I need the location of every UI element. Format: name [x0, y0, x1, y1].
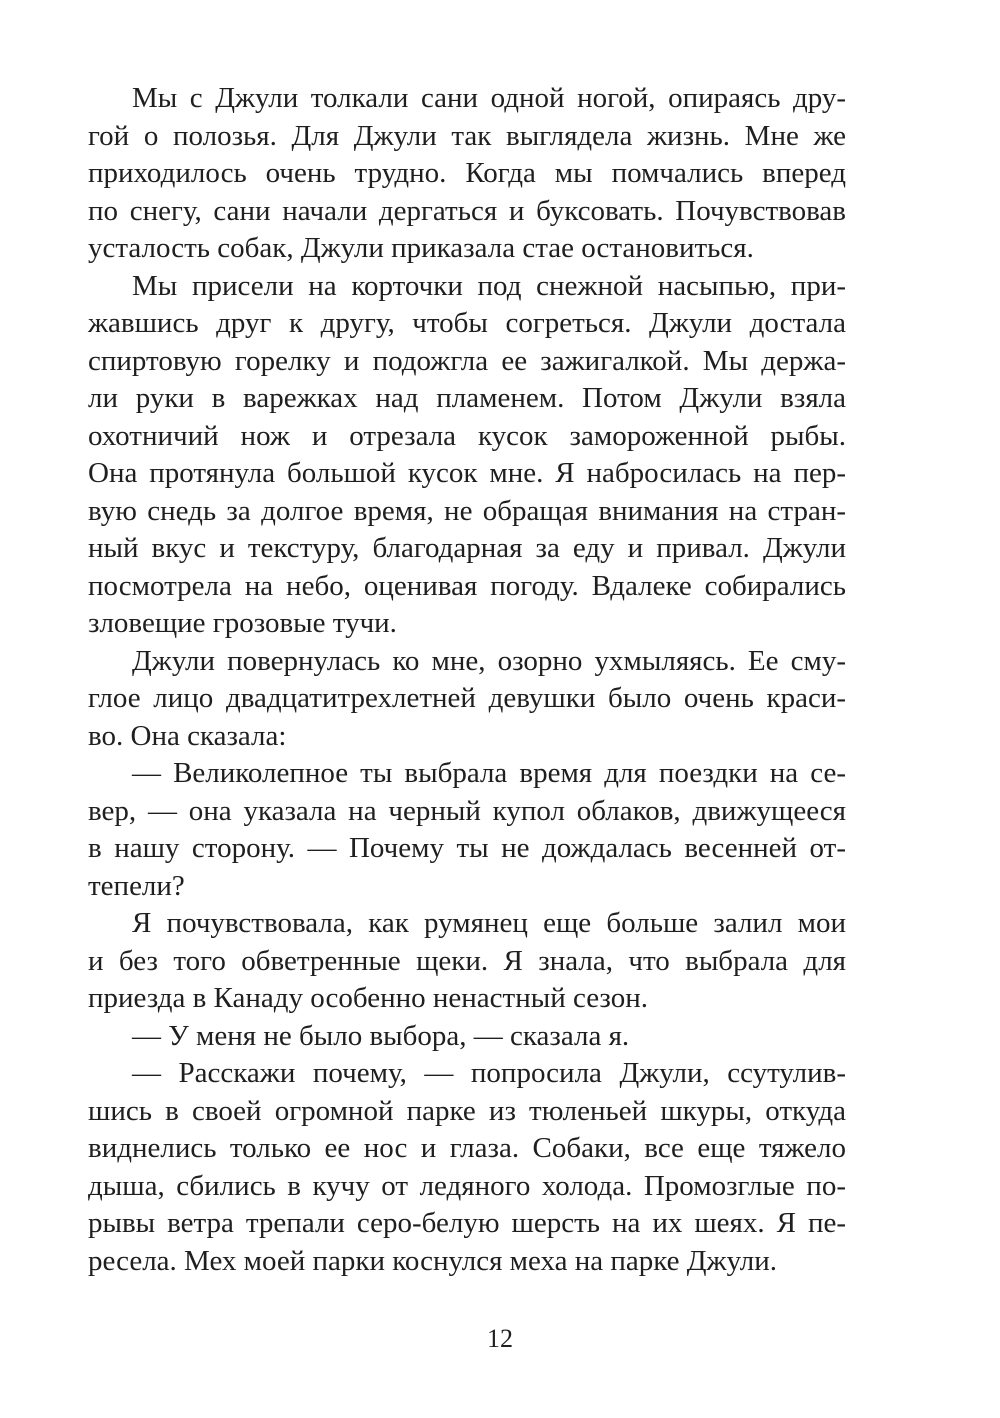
text-line: жавшись друг к другу, чтобы согреться. Джули достала	[88, 307, 846, 339]
text-line: вую снедь за долгое время, не обращая внимания на стран-	[88, 494, 846, 527]
text-line: ресела. Мех моей парки коснулся меха на парке Джули.	[88, 1244, 778, 1277]
text-line: тепели?	[88, 869, 185, 902]
text-line: вер, — она указала на черный купол облаков, движущееся	[88, 794, 846, 827]
text-line: ли руки в варежках над пламенем. Потом Джули взяла	[88, 382, 846, 414]
text-line: Мы с Джули толкали сани одной ногой, опираясь дру-	[132, 82, 846, 114]
text-line: спиртовую горелку и подожгла ее зажигалкой. Мы держа-	[88, 344, 846, 377]
text-line: — У меня не было выбора, — сказала я.	[132, 1019, 630, 1052]
text-line: зловещие грозовые тучи.	[88, 607, 397, 639]
page-number: 12	[487, 1324, 513, 1353]
text-line: шись в своей огромной парке из тюленьей шкуры, откуда	[88, 1094, 846, 1127]
text-line: — Великолепное ты выбрала время для поездки на се-	[132, 757, 846, 789]
text-line: охотничий нож и отрезала кусок замороженной рыбы.	[88, 419, 846, 452]
text-line: по снегу, сани начали дергаться и буксовать. Почувствовав	[88, 194, 846, 227]
text-line: Мы присели на корточки под снежной насыпью, при-	[132, 269, 846, 302]
text-line: Я почувствовала, как румянец еще больше залил мои	[132, 907, 846, 939]
text-line: в нашу сторону. — Почему ты не дождалась весенней от-	[88, 832, 846, 864]
text-line: ный вкус и текстуру, благодарная за еду и привал. Джули	[88, 532, 846, 564]
body-text	[88, 80, 846, 1280]
text-line: усталость собак, Джули приказала стае остановиться.	[88, 232, 754, 264]
text-line: гой о полозья. Для Джули так выглядела жизнь. Мне же	[88, 119, 846, 152]
text-line: дыша, сбились в кучу от ледяного холода. Промозглые по-	[88, 1169, 846, 1202]
text-line: Джули повернулась ко мне, озорно ухмыляясь. Ее смy-	[132, 644, 846, 677]
text-line: приезда в Канаду особенно ненастный сезон.	[88, 982, 648, 1014]
text-line: приходилось очень трудно. Когда мы помчались вперед	[88, 157, 846, 189]
text-line: посмотрела на небо, оценивая погоду. Вдалеке собирались	[88, 569, 846, 602]
text-line: Она протянула большой кусок мне. Я набросилась на пер-	[88, 457, 846, 489]
text-line: — Расскажи почему, — попросила Джули, ссутулив-	[132, 1057, 846, 1089]
text-line: и без того обветренные щеки. Я знала, что выбрала для	[88, 944, 846, 977]
text-line: во. Она сказала:	[88, 719, 287, 752]
text-line: рывы ветра трепали серо-белую шерсть на их шеях. Я пе-	[88, 1207, 846, 1239]
text-line: виднелись только ее нос и глаза. Собаки, все еще тяжело	[88, 1132, 846, 1164]
text-line: глое лицо двадцатитрехлетней девушки было очень краси-	[88, 682, 846, 714]
